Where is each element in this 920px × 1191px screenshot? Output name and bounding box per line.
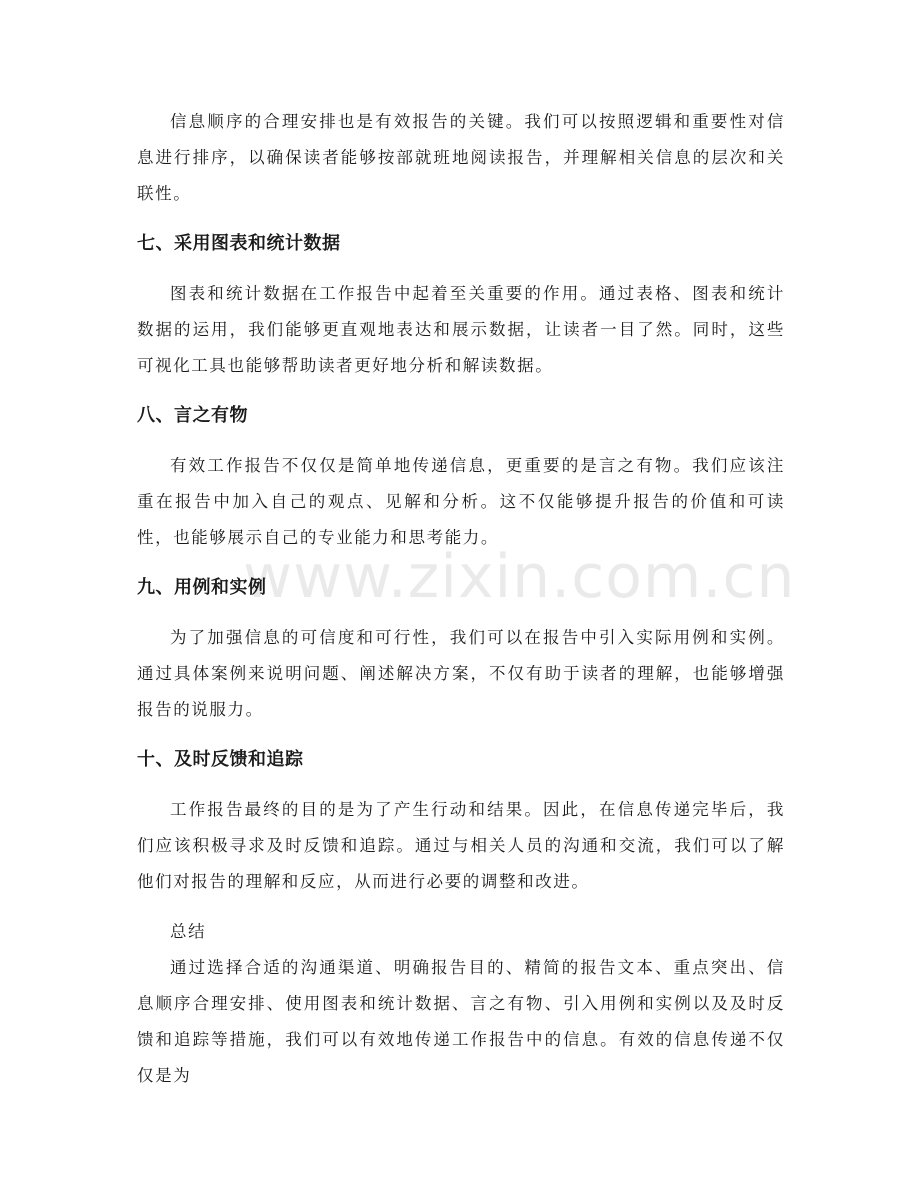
paragraph-feedback-tracking: 工作报告最终的目的是为了产生行动和结果。因此，在信息传递完毕后，我们应该积极寻求及时反馈和追踪。通过与相关人员的沟通和交流，我们可以了解他们对报告的理解和反应，从而进行必要的调整和改进。 [137,800,785,891]
paragraph-substance: 有效工作报告不仅仅是简单地传递信息，更重要的是言之有物。我们应该注重在报告中加入自己的观点、见解和分析。这不仅能够提升报告的价值和可读性，也能够展示自己的专业能力和思考能力。 [137,456,785,547]
heading-section-8: 八、言之有物 [137,405,248,426]
summary-label: 总结 [170,922,207,941]
paragraph-info-order: 信息顺序的合理安排也是有效报告的关键。我们可以按照逻辑和重要性对信息进行排序，以确保读者能够按部就班地阅读报告，并理解相关信息的层次和关联性。 [137,112,785,203]
paragraph-summary: 通过选择合适的沟通渠道、明确报告目的、精简的报告文本、重点突出、信息顺序合理安排、使用图表和统计数据、言之有物、引入用例和实例以及及时反馈和追踪等措施，我们可以有效地传递工作报告中的信息。有效的信息传递不仅仅是为 [137,958,785,1085]
paragraph-charts-statistics: 图表和统计数据在工作报告中起着至关重要的作用。通过表格、图表和统计数据的运用，我们能够更直观地表达和展示数据，让读者一目了然。同时，这些可视化工具也能够帮助读者更好地分析和解读数据。 [137,284,785,375]
heading-section-9: 九、用例和实例 [137,577,267,598]
paragraph-use-cases: 为了加强信息的可信度和可行性，我们可以在报告中引入实际用例和实例。通过具体案例来说明问题、阐述解决方案，不仅有助于读者的理解，也能够增强报告的说服力。 [137,628,785,719]
document-page [137,104,785,1094]
watermark-text: www.zixin.com.cn [243,542,796,612]
heading-section-7: 七、采用图表和统计数据 [137,233,341,254]
heading-section-10: 十、及时反馈和追踪 [137,749,304,770]
